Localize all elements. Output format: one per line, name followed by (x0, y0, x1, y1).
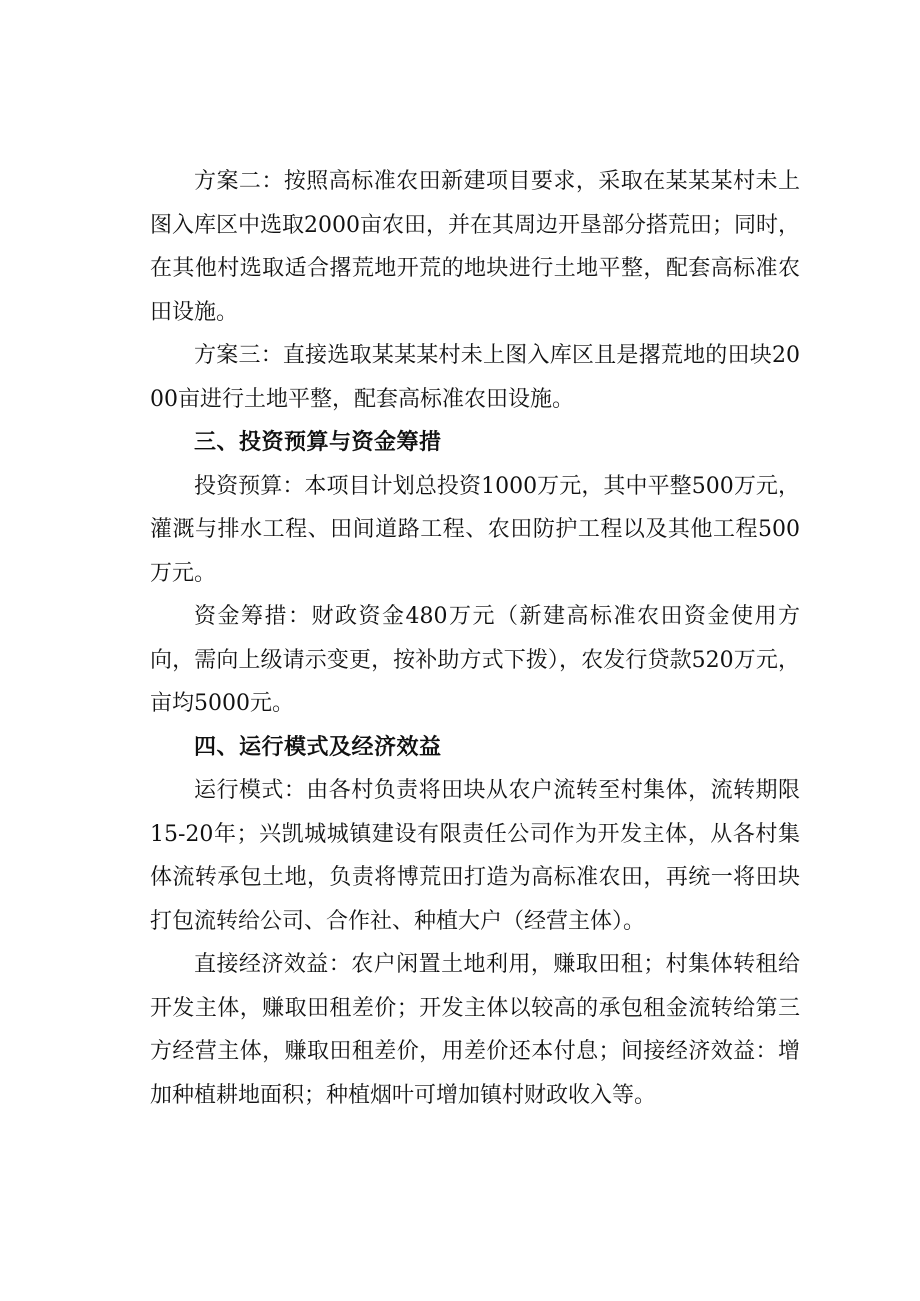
paragraph-economic-benefits: 直接经济效益：农户闲置土地利用，赚取田租；村集体转租给开发主体，赚取田租差价；开发主体以较高的承包租金流转给第三方经营主体，赚取田租差价，用差价还本付息；间接经济效益：增加种植耕地面积；种植烟叶可增加镇村财政收入等。 (150, 952, 800, 1108)
paragraph-fund-raising: 资金筹措：财政资金480万元（新建高标准农田资金使用方向，需向上级请示变更，按补助方式下拨），农发行贷款520万元，亩均5000元。 (150, 604, 800, 716)
document-body (150, 160, 800, 1117)
paragraph-operation-mode: 运行模式：由各村负责将田块从农户流转至村集体，流转期限15-20年；兴凯城城镇建设有限责任公司作为开发主体，从各村集体流转承包土地，负责将博荒田打造为高标准农田，再统一将田块打包流转给公司、合作社、种植大户（经营主体）。 (150, 778, 800, 934)
paragraph-plan-three: 方案三：直接选取某某某村未上图入库区且是撂荒地的田块2000亩进行土地平整，配套高标准农田设施。 (150, 343, 800, 412)
section-heading-investment: 三、投资预算与资金筹措 (194, 430, 442, 455)
paragraph-investment-budget: 投资预算：本项目计划总投资1000万元，其中平整500万元，灌溉与排水工程、田间道路工程、农田防护工程以及其他工程500万元。 (150, 473, 800, 586)
paragraph-plan-two: 方案二：按照高标准农田新建项目要求，采取在某某某村未上图入库区中选取2000亩农田，并在其周边开垦部分搭荒田；同时，在其他村选取适合撂荒地开荒的地块进行土地平整，配套高标准农田设施。 (150, 169, 800, 325)
section-heading-operation: 四、运行模式及经济效益 (194, 734, 442, 760)
